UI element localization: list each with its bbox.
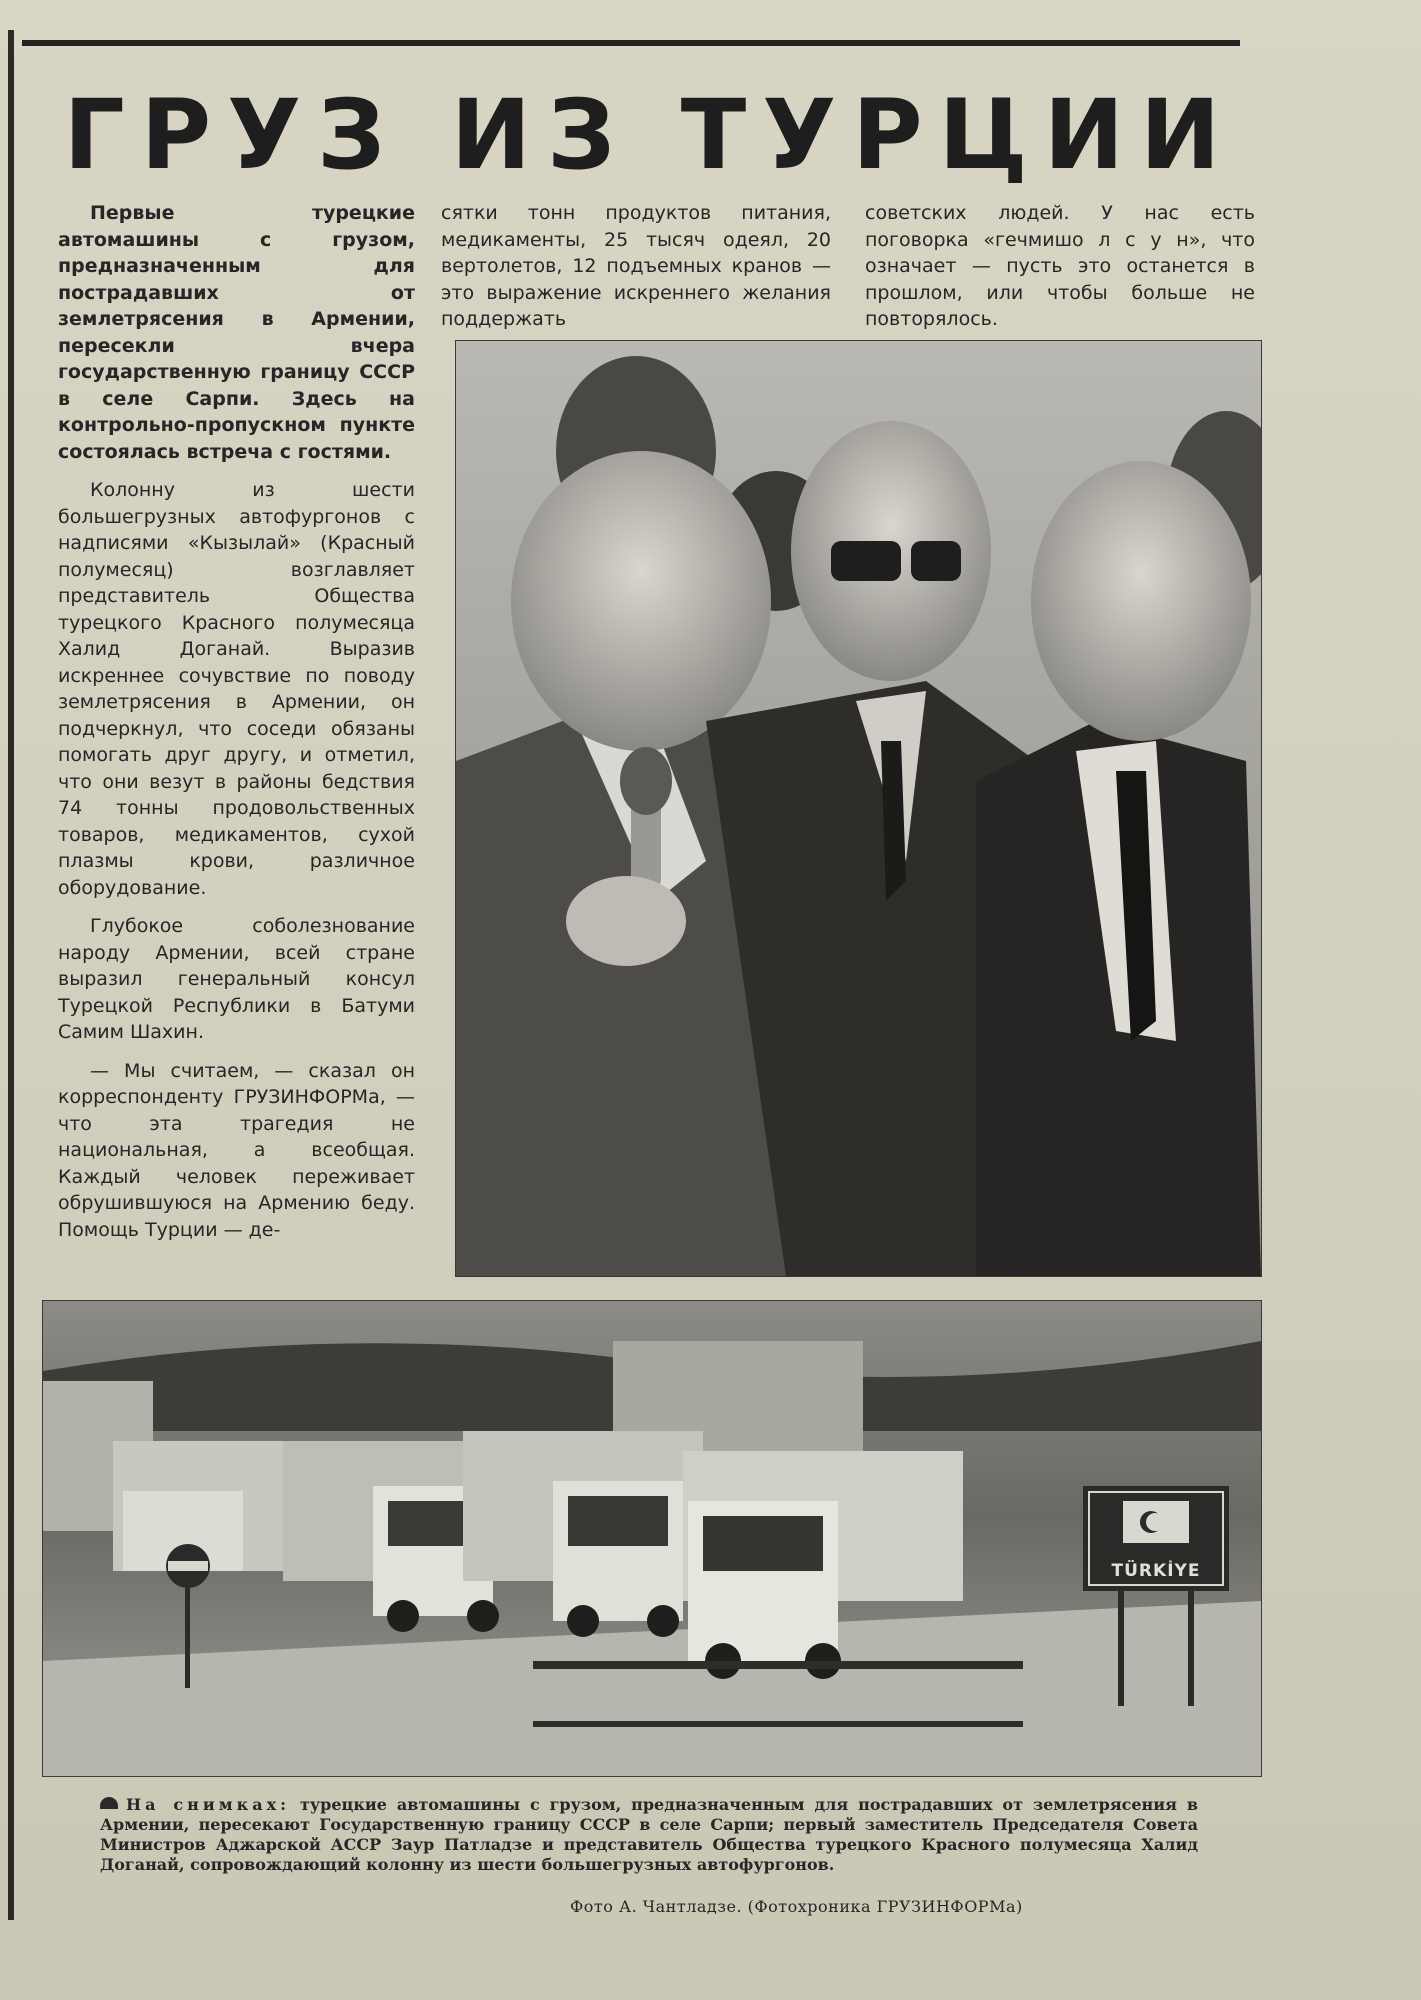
caption-bullet-icon bbox=[100, 1797, 118, 1809]
article-column-1 bbox=[58, 200, 415, 1255]
photo-officials-image bbox=[456, 341, 1261, 1276]
left-margin-rule bbox=[8, 30, 14, 1920]
photo-credit: Фото А. Чантладзе. (Фотохроника ГРУЗИНФОРМа) bbox=[570, 1897, 1023, 1916]
article-lead: Первые турецкие автомашины с грузом, предназначенным для пострадавших от землетрясения в Армении, пересекли вчера государственную границу СССР в селе Сарпи. Здесь на контрольно-пропускном пункте состоялась встреча с гостями. bbox=[58, 202, 415, 463]
headline: ГРУЗ ИЗ ТУРЦИИ bbox=[63, 79, 1237, 191]
turkiye-sign-text: TÜRKİYE bbox=[1111, 1561, 1201, 1581]
article-column-2 bbox=[441, 200, 831, 345]
photo-officials bbox=[455, 340, 1262, 1277]
article-paragraph-3: Глубокое соболезнование народу Армении, всей стране выразил генеральный консул Турецкой Республики в Батуми Самим Шахин. bbox=[58, 915, 415, 1043]
article-column-3-text: советских людей. У нас есть поговорка «гечмишо л с у н», что означает — пусть это останется в прошлом, или чтобы больше не повторялось. bbox=[865, 202, 1255, 330]
article-column-3 bbox=[865, 200, 1255, 345]
article-paragraph-4: — Мы считаем, — сказал он корреспонденту ГРУЗИНФОРМа, — что эта трагедия не национальная, а всеобщая. Каждый человек переживает обрушившуюся на Армению беду. Помощь Турции — де- bbox=[58, 1059, 415, 1241]
caption-text: турецкие автомашины с грузом, предназначенным для пострадавших от землетрясения в Армении, пересекают Государственную границу СССР в селе Сарпи; первый заместитель Председателя Совета Министров Аджарской АССР Заур Патладзе и представитель Общества турецкого Красного полумесяца Халид Доганай, сопровождающий колонну из шести большегрузных автофургонов. bbox=[100, 1795, 1199, 1874]
photo-caption bbox=[100, 1795, 1198, 1875]
photo-trucks-image bbox=[43, 1301, 1261, 1776]
article-column-2-text: сятки тонн продуктов питания, медикаменты, 25 тысяч одеял, 20 вертолетов, 12 подъемных кранов — это выражение искреннего желания поддержать bbox=[441, 202, 831, 330]
top-rule bbox=[22, 40, 1240, 46]
article-paragraph-2: Колонну из шести большегрузных автофургонов с надписями «Кызылай» (Красный полумесяц) возглавляет представитель Общества турецкого Красного полумесяца Халид Доганай. Выразив искреннее сочувствие по поводу землетрясения в Армении, он подчеркнул, что соседи обязаны помогать друг другу, и отметил, что они везут в районы бедствия 74 тонны продовольственных товаров, медикаментов, сухой плазмы крови, различное оборудование. bbox=[58, 479, 415, 899]
caption-lead: На снимках: bbox=[126, 1795, 291, 1814]
photo-trucks-border bbox=[42, 1300, 1262, 1777]
